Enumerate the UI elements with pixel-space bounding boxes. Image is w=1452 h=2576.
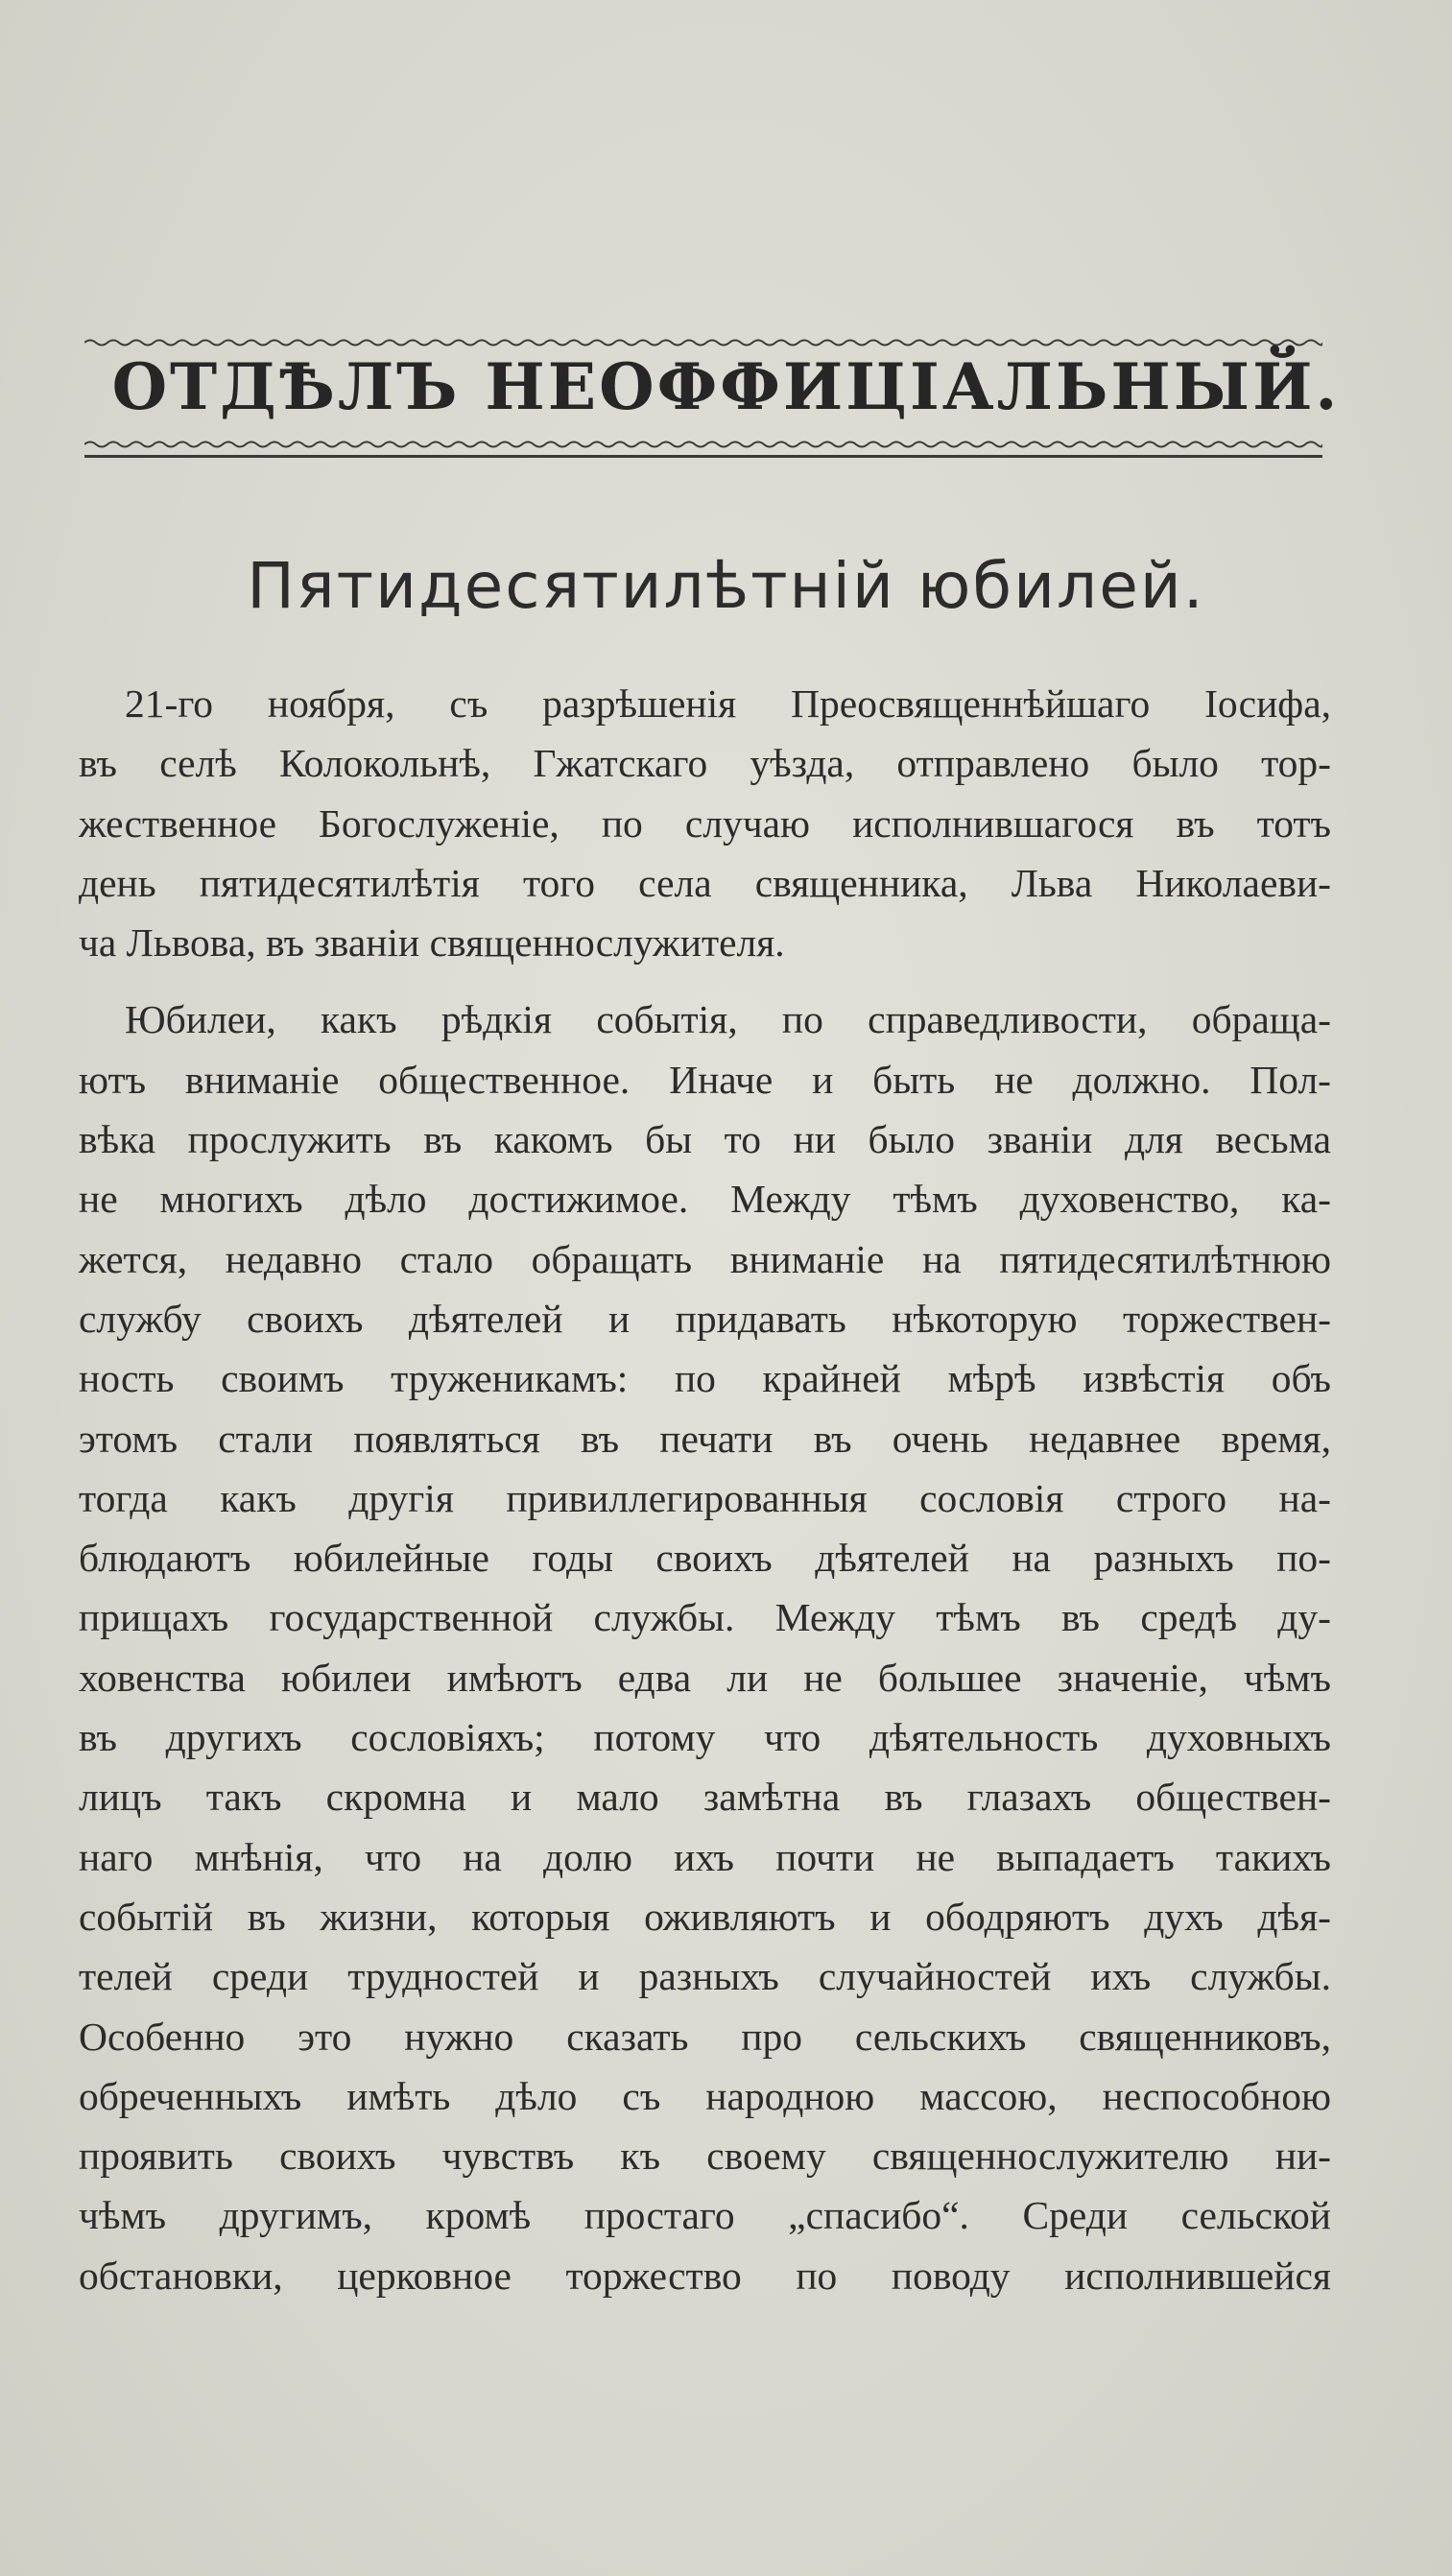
text-line: 21-го ноября, съ разрѣшенія Преосвященнѣйшаго Іосифа, [125, 681, 1331, 726]
text-line: службу своихъ дѣятелей и придавать нѣкоторую торжествен- [79, 1296, 1331, 1341]
text-line: въ другихъ сословіяхъ; потому что дѣятельность духовныхъ [79, 1715, 1331, 1760]
text-line: жется, недавно стало обращать вниманіе на пятидесятилѣтнюю [79, 1236, 1331, 1281]
text-line: ютъ вниманіе общественное. Иначе и быть не должно. Пол- [79, 1057, 1331, 1102]
article-title: Пятидесятилѣтній юбилей. [247, 549, 1205, 623]
text-line: въ селѣ Колокольнѣ, Гжатскаго уѣзда, отправлено было тор- [79, 741, 1331, 786]
text-line: вѣка прослужить въ какомъ бы то ни было званіи для весьма [79, 1117, 1331, 1162]
text-line: Особенно это нужно сказать про сельскихъ священниковъ, [79, 2014, 1331, 2059]
text-line: этомъ стали появляться въ печати въ очень недавнее время, [79, 1416, 1331, 1461]
paragraph-2 [79, 990, 1331, 2305]
text-line: Юбилеи, какъ рѣдкія событія, по справедливости, обраща- [125, 997, 1331, 1042]
paragraph-1 [79, 674, 1331, 972]
text-line: чѣмъ другимъ, кромѣ простаго „спасибо“. Среди сельской [79, 2193, 1331, 2238]
text-line: ча Львова, въ званіи священнослужителя. [79, 920, 785, 966]
text-line: проявить своихъ чувствъ къ своему священнослужителю ни- [79, 2134, 1331, 2179]
bottom-wavy-rule [84, 440, 1322, 449]
text-line: ность своимъ труженикамъ: по крайней мѣрѣ извѣстія объ [79, 1356, 1331, 1401]
text-line: ховенства юбилеи имѣютъ едва ли не большее значеніе, чѣмъ [79, 1655, 1331, 1700]
text-line: прищахъ государственной службы. Между тѣмъ въ средѣ ду- [79, 1595, 1331, 1640]
text-line: наго мнѣнія, что на долю ихъ почти не выпадаетъ такихъ [79, 1834, 1331, 1879]
section-title: ОТДѢЛЪ НЕОФФИЦІАЛЬНЫЙ. [111, 349, 1341, 424]
text-line: блюдаютъ юбилейные годы своихъ дѣятелей на разныхъ по- [79, 1536, 1331, 1581]
text-line: обреченныхъ имѣть дѣло съ народною массою, неспособною [79, 2073, 1331, 2118]
text-line: событій въ жизни, которыя оживляютъ и ободряютъ духъ дѣя- [79, 1894, 1331, 1939]
text-line: не многихъ дѣло достижимое. Между тѣмъ духовенство, ка- [79, 1177, 1331, 1222]
text-line: лицъ такъ скромна и мало замѣтна въ глазахъ обществен- [79, 1775, 1331, 1820]
text-line: день пятидесятилѣтія того села священника, Льва Николаеви- [79, 860, 1331, 905]
horizontal-divider [84, 455, 1322, 458]
text-line: телей среди трудностей и разныхъ случайностей ихъ службы. [79, 1954, 1331, 1999]
text-line: жественное Богослуженіе, по случаю исполнившагося въ тотъ [79, 800, 1331, 846]
text-line: тогда какъ другія привиллегированныя сословія строго на- [79, 1475, 1331, 1520]
top-wavy-rule [84, 338, 1322, 347]
body-text [79, 674, 1331, 2305]
text-line: обстановки, церковное торжество по поводу исполнившейся [79, 2253, 1331, 2298]
